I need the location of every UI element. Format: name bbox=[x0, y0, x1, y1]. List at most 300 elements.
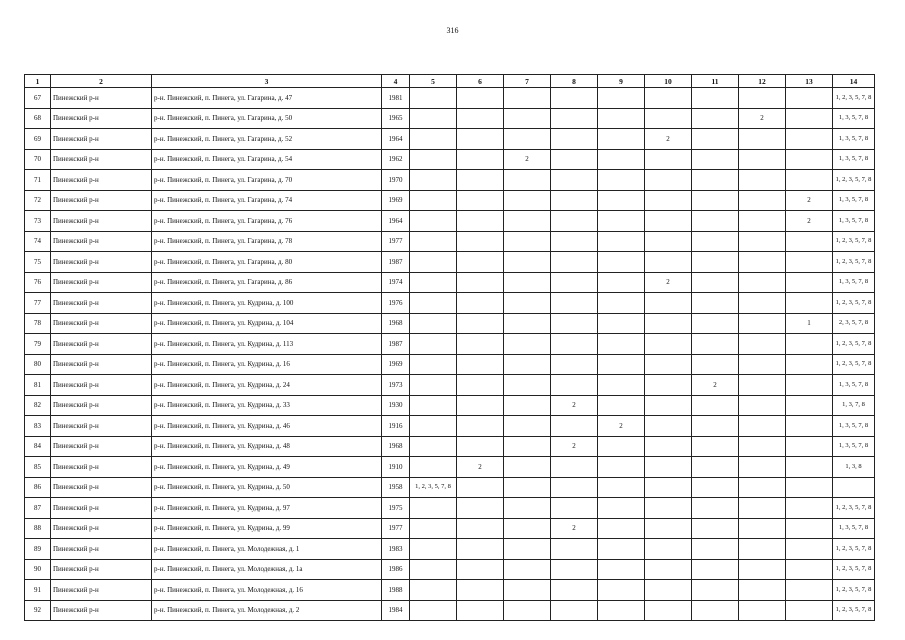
table-cell-col-14: 1, 3, 5, 7, 8 bbox=[833, 108, 875, 129]
table-cell-col-7 bbox=[504, 108, 551, 129]
table-cell-col-6 bbox=[457, 559, 504, 580]
table-cell-col-6 bbox=[457, 252, 504, 273]
table-cell-col-3: р-н. Пинежский, п. Пинега, ул. Гагарина, д. 74 bbox=[152, 190, 382, 211]
table-cell-col-11 bbox=[692, 498, 739, 519]
table-cell-col-7 bbox=[504, 272, 551, 293]
table-cell-col-6 bbox=[457, 334, 504, 355]
table-cell-col-2: Пинежский р-н bbox=[51, 313, 152, 334]
table-cell-col-4: 1977 bbox=[382, 231, 410, 252]
table-cell-col-2: Пинежский р-н bbox=[51, 272, 152, 293]
table-cell-col-9 bbox=[598, 395, 645, 416]
table-cell-col-9 bbox=[598, 272, 645, 293]
table-cell-col-1: 74 bbox=[25, 231, 51, 252]
table-cell-col-14: 1, 3, 5, 7, 8 bbox=[833, 272, 875, 293]
table-cell-col-4: 1969 bbox=[382, 190, 410, 211]
column-header-11: 11 bbox=[692, 75, 739, 88]
table-cell-col-8 bbox=[551, 498, 598, 519]
table-cell-col-8 bbox=[551, 149, 598, 170]
table-cell-col-4: 1974 bbox=[382, 272, 410, 293]
table-cell-col-8 bbox=[551, 313, 598, 334]
table-cell-col-12 bbox=[739, 498, 786, 519]
table-cell-col-10 bbox=[645, 252, 692, 273]
table-cell-col-3: р-н. Пинежский, п. Пинега, ул. Кудрина, д. 48 bbox=[152, 436, 382, 457]
table-cell-col-2: Пинежский р-н bbox=[51, 252, 152, 273]
table-cell-col-2: Пинежский р-н bbox=[51, 149, 152, 170]
table-cell-col-7 bbox=[504, 395, 551, 416]
column-header-14: 14 bbox=[833, 75, 875, 88]
table-cell-col-6 bbox=[457, 539, 504, 560]
table-cell-col-13 bbox=[786, 416, 833, 437]
table-cell-col-12 bbox=[739, 88, 786, 109]
table-cell-col-7 bbox=[504, 498, 551, 519]
table-cell-col-10 bbox=[645, 559, 692, 580]
table-cell-col-14: 1, 3, 5, 7, 8 bbox=[833, 190, 875, 211]
table-cell-col-14: 1, 2, 3, 5, 7, 8 bbox=[833, 498, 875, 519]
table-cell-col-6 bbox=[457, 436, 504, 457]
table-cell-col-4: 1981 bbox=[382, 88, 410, 109]
table-cell-col-1: 88 bbox=[25, 518, 51, 539]
table-cell-col-11 bbox=[692, 211, 739, 232]
table-cell-col-10 bbox=[645, 313, 692, 334]
table-cell-col-12 bbox=[739, 334, 786, 355]
table-cell-col-8 bbox=[551, 477, 598, 498]
table-cell-col-11 bbox=[692, 354, 739, 375]
table-cell-col-1: 82 bbox=[25, 395, 51, 416]
table-cell-col-1: 86 bbox=[25, 477, 51, 498]
table-cell-col-1: 92 bbox=[25, 600, 51, 621]
table-cell-col-2: Пинежский р-н bbox=[51, 436, 152, 457]
table-cell-col-13: 1 bbox=[786, 313, 833, 334]
table-cell-col-14: 1, 3, 7, 8 bbox=[833, 395, 875, 416]
table-cell-col-10 bbox=[645, 293, 692, 314]
table-cell-col-4: 1969 bbox=[382, 354, 410, 375]
table-cell-col-1: 77 bbox=[25, 293, 51, 314]
table-cell-col-5 bbox=[410, 354, 457, 375]
table-cell-col-1: 76 bbox=[25, 272, 51, 293]
table-cell-col-11 bbox=[692, 190, 739, 211]
table-cell-col-2: Пинежский р-н bbox=[51, 293, 152, 314]
table-cell-col-4: 1962 bbox=[382, 149, 410, 170]
table-cell-col-10 bbox=[645, 518, 692, 539]
table-cell-col-3: р-н. Пинежский, п. Пинега, ул. Молодежная, д. 16 bbox=[152, 580, 382, 601]
table-cell-col-13 bbox=[786, 170, 833, 191]
table-cell-col-1: 73 bbox=[25, 211, 51, 232]
table-cell-col-8 bbox=[551, 170, 598, 191]
table-cell-col-11 bbox=[692, 129, 739, 150]
table-cell-col-4: 1964 bbox=[382, 211, 410, 232]
table-cell-col-1: 90 bbox=[25, 559, 51, 580]
table-cell-col-2: Пинежский р-н bbox=[51, 580, 152, 601]
table-cell-col-4: 1986 bbox=[382, 559, 410, 580]
table-cell-col-3: р-н. Пинежский, п. Пинега, ул. Гагарина, д. 76 bbox=[152, 211, 382, 232]
table-cell-col-9: 2 bbox=[598, 416, 645, 437]
table-cell-col-12 bbox=[739, 436, 786, 457]
table-cell-col-12 bbox=[739, 231, 786, 252]
table-cell-col-4: 1916 bbox=[382, 416, 410, 437]
table-cell-col-2: Пинежский р-н bbox=[51, 170, 152, 191]
table-cell-col-10 bbox=[645, 539, 692, 560]
table-row bbox=[25, 334, 875, 355]
table-cell-col-6 bbox=[457, 129, 504, 150]
table-cell-col-9 bbox=[598, 457, 645, 478]
table-cell-col-2: Пинежский р-н bbox=[51, 416, 152, 437]
table-cell-col-11 bbox=[692, 252, 739, 273]
table-row bbox=[25, 580, 875, 601]
table-cell-col-1: 85 bbox=[25, 457, 51, 478]
table-row bbox=[25, 252, 875, 273]
table-cell-col-14: 1, 2, 3, 5, 7, 8 bbox=[833, 252, 875, 273]
table-row bbox=[25, 129, 875, 150]
table-cell-col-6 bbox=[457, 231, 504, 252]
table-row bbox=[25, 293, 875, 314]
table-cell-col-8 bbox=[551, 231, 598, 252]
table-cell-col-8 bbox=[551, 539, 598, 560]
table-cell-col-8: 2 bbox=[551, 436, 598, 457]
table-cell-col-7 bbox=[504, 334, 551, 355]
table-cell-col-5 bbox=[410, 170, 457, 191]
table-cell-col-1: 75 bbox=[25, 252, 51, 273]
table-cell-col-2: Пинежский р-н bbox=[51, 334, 152, 355]
table-cell-col-5 bbox=[410, 580, 457, 601]
table-cell-col-9 bbox=[598, 129, 645, 150]
table-cell-col-12 bbox=[739, 375, 786, 396]
table-cell-col-6 bbox=[457, 375, 504, 396]
table-cell-col-14: 1, 2, 3, 5, 7, 8 bbox=[833, 293, 875, 314]
table-cell-col-3: р-н. Пинежский, п. Пинега, ул. Гагарина, д. 78 bbox=[152, 231, 382, 252]
table-cell-col-12 bbox=[739, 190, 786, 211]
table-cell-col-12 bbox=[739, 149, 786, 170]
table-cell-col-14: 1, 3, 5, 7, 8 bbox=[833, 211, 875, 232]
table-cell-col-3: р-н. Пинежский, п. Пинега, ул. Гагарина, д. 47 bbox=[152, 88, 382, 109]
table-cell-col-1: 81 bbox=[25, 375, 51, 396]
table-cell-col-10 bbox=[645, 580, 692, 601]
table-cell-col-3: р-н. Пинежский, п. Пинега, ул. Кудрина, д. 100 bbox=[152, 293, 382, 314]
table-cell-col-5 bbox=[410, 395, 457, 416]
table-cell-col-9 bbox=[598, 477, 645, 498]
table-cell-col-12 bbox=[739, 518, 786, 539]
table-row bbox=[25, 498, 875, 519]
table-cell-col-4: 1977 bbox=[382, 518, 410, 539]
table-cell-col-14: 1, 3, 5, 7, 8 bbox=[833, 436, 875, 457]
table-row bbox=[25, 88, 875, 109]
table-cell-col-6 bbox=[457, 149, 504, 170]
table-cell-col-14: 1, 3, 8 bbox=[833, 457, 875, 478]
table-row bbox=[25, 436, 875, 457]
table-cell-col-5 bbox=[410, 518, 457, 539]
table-cell-col-5 bbox=[410, 129, 457, 150]
table-cell-col-8 bbox=[551, 252, 598, 273]
table-cell-col-13 bbox=[786, 149, 833, 170]
table-cell-col-9 bbox=[598, 231, 645, 252]
table-cell-col-2: Пинежский р-н bbox=[51, 539, 152, 560]
table-cell-col-5 bbox=[410, 539, 457, 560]
table-cell-col-6 bbox=[457, 477, 504, 498]
table-cell-col-7 bbox=[504, 293, 551, 314]
table-cell-col-12 bbox=[739, 395, 786, 416]
table-cell-col-6 bbox=[457, 580, 504, 601]
table-cell-col-2: Пинежский р-н bbox=[51, 375, 152, 396]
table-cell-col-9 bbox=[598, 436, 645, 457]
table-cell-col-14: 1, 3, 5, 7, 8 bbox=[833, 149, 875, 170]
table-row bbox=[25, 313, 875, 334]
table-cell-col-10: 2 bbox=[645, 129, 692, 150]
table-row bbox=[25, 477, 875, 498]
table-cell-col-7 bbox=[504, 170, 551, 191]
table-cell-col-4: 1987 bbox=[382, 334, 410, 355]
table-row bbox=[25, 539, 875, 560]
table-cell-col-6 bbox=[457, 600, 504, 621]
table-cell-col-3: р-н. Пинежский, п. Пинега, ул. Молодежная, д. 1 bbox=[152, 539, 382, 560]
table-cell-col-8 bbox=[551, 375, 598, 396]
table-cell-col-8 bbox=[551, 600, 598, 621]
table-cell-col-1: 84 bbox=[25, 436, 51, 457]
table-cell-col-4: 1976 bbox=[382, 293, 410, 314]
table-cell-col-3: р-н. Пинежский, п. Пинега, ул. Гагарина, д. 80 bbox=[152, 252, 382, 273]
column-header-2: 2 bbox=[51, 75, 152, 88]
table-cell-col-1: 91 bbox=[25, 580, 51, 601]
table-cell-col-12 bbox=[739, 211, 786, 232]
table-cell-col-8 bbox=[551, 190, 598, 211]
table-cell-col-12 bbox=[739, 293, 786, 314]
table-cell-col-5 bbox=[410, 375, 457, 396]
table-cell-col-11 bbox=[692, 272, 739, 293]
table-cell-col-5 bbox=[410, 600, 457, 621]
table-cell-col-11 bbox=[692, 457, 739, 478]
table-cell-col-9 bbox=[598, 252, 645, 273]
table-cell-col-10 bbox=[645, 231, 692, 252]
table-cell-col-6 bbox=[457, 395, 504, 416]
table-cell-col-14: 1, 2, 3, 5, 7, 8 bbox=[833, 170, 875, 191]
table-cell-col-14: 1, 2, 3, 5, 7, 8 bbox=[833, 559, 875, 580]
table-cell-col-10 bbox=[645, 416, 692, 437]
table-cell-col-12 bbox=[739, 170, 786, 191]
table-row bbox=[25, 375, 875, 396]
table-cell-col-12 bbox=[739, 416, 786, 437]
table-cell-col-3: р-н. Пинежский, п. Пинега, ул. Кудрина, д. 49 bbox=[152, 457, 382, 478]
table-cell-col-3: р-н. Пинежский, п. Пинега, ул. Молодежная, д. 2 bbox=[152, 600, 382, 621]
column-header-13: 13 bbox=[786, 75, 833, 88]
table-cell-col-5 bbox=[410, 211, 457, 232]
table-cell-col-2: Пинежский р-н bbox=[51, 231, 152, 252]
table-cell-col-7 bbox=[504, 518, 551, 539]
table-cell-col-9 bbox=[598, 170, 645, 191]
table-cell-col-14: 1, 2, 3, 5, 7, 8 bbox=[833, 539, 875, 560]
table-cell-col-2: Пинежский р-н bbox=[51, 395, 152, 416]
table-cell-col-11 bbox=[692, 334, 739, 355]
table-cell-col-13 bbox=[786, 539, 833, 560]
table-cell-col-3: р-н. Пинежский, п. Пинега, ул. Кудрина, д. 24 bbox=[152, 375, 382, 396]
table-cell-col-8 bbox=[551, 272, 598, 293]
table-cell-col-11 bbox=[692, 149, 739, 170]
table-cell-col-1: 67 bbox=[25, 88, 51, 109]
table-cell-col-11 bbox=[692, 293, 739, 314]
table-cell-col-4: 1958 bbox=[382, 477, 410, 498]
table-cell-col-10 bbox=[645, 436, 692, 457]
table-cell-col-5: 1, 2, 3, 5, 7, 8 bbox=[410, 477, 457, 498]
table-cell-col-13 bbox=[786, 477, 833, 498]
table-cell-col-3: р-н. Пинежский, п. Пинега, ул. Кудрина, д. 50 bbox=[152, 477, 382, 498]
table-cell-col-8 bbox=[551, 293, 598, 314]
table-row bbox=[25, 457, 875, 478]
table-cell-col-5 bbox=[410, 88, 457, 109]
table-cell-col-13 bbox=[786, 498, 833, 519]
table-cell-col-12 bbox=[739, 129, 786, 150]
table-cell-col-6 bbox=[457, 416, 504, 437]
table-row bbox=[25, 231, 875, 252]
table-cell-col-12 bbox=[739, 539, 786, 560]
table-cell-col-11 bbox=[692, 416, 739, 437]
table-cell-col-13: 2 bbox=[786, 190, 833, 211]
table-cell-col-14: 1, 3, 5, 7, 8 bbox=[833, 518, 875, 539]
table-cell-col-4: 1968 bbox=[382, 313, 410, 334]
table-cell-col-11 bbox=[692, 313, 739, 334]
table-cell-col-3: р-н. Пинежский, п. Пинега, ул. Гагарина, д. 52 bbox=[152, 129, 382, 150]
table-cell-col-5 bbox=[410, 559, 457, 580]
table-cell-col-7 bbox=[504, 375, 551, 396]
table-cell-col-13 bbox=[786, 88, 833, 109]
table-cell-col-13 bbox=[786, 518, 833, 539]
table-cell-col-7 bbox=[504, 190, 551, 211]
table-cell-col-10 bbox=[645, 88, 692, 109]
table-cell-col-11 bbox=[692, 231, 739, 252]
table-cell-col-4: 1973 bbox=[382, 375, 410, 396]
table-cell-col-7 bbox=[504, 211, 551, 232]
table-cell-col-9 bbox=[598, 190, 645, 211]
table-cell-col-6 bbox=[457, 313, 504, 334]
table-cell-col-9 bbox=[598, 88, 645, 109]
table-cell-col-13 bbox=[786, 375, 833, 396]
table-row bbox=[25, 518, 875, 539]
table-cell-col-3: р-н. Пинежский, п. Пинега, ул. Гагарина, д. 86 bbox=[152, 272, 382, 293]
table-cell-col-13 bbox=[786, 334, 833, 355]
table-cell-col-8 bbox=[551, 354, 598, 375]
column-header-4: 4 bbox=[382, 75, 410, 88]
table-cell-col-11 bbox=[692, 395, 739, 416]
table-cell-col-4: 1987 bbox=[382, 252, 410, 273]
table-cell-col-1: 83 bbox=[25, 416, 51, 437]
table-cell-col-1: 70 bbox=[25, 149, 51, 170]
table-cell-col-14: 1, 3, 5, 7, 8 bbox=[833, 375, 875, 396]
table-cell-col-1: 79 bbox=[25, 334, 51, 355]
table-cell-col-9 bbox=[598, 580, 645, 601]
table-cell-col-3: р-н. Пинежский, п. Пинега, ул. Молодежная, д. 1а bbox=[152, 559, 382, 580]
table-cell-col-6 bbox=[457, 272, 504, 293]
table-cell-col-7 bbox=[504, 354, 551, 375]
table-cell-col-8 bbox=[551, 334, 598, 355]
table-cell-col-13 bbox=[786, 293, 833, 314]
table-cell-col-9 bbox=[598, 108, 645, 129]
table-cell-col-9 bbox=[598, 498, 645, 519]
table-cell-col-14: 1, 3, 5, 7, 8 bbox=[833, 129, 875, 150]
table-cell-col-13 bbox=[786, 436, 833, 457]
table-cell-col-4: 1983 bbox=[382, 539, 410, 560]
table-cell-col-2: Пинежский р-н bbox=[51, 88, 152, 109]
table-cell-col-4: 1965 bbox=[382, 108, 410, 129]
table-cell-col-2: Пинежский р-н bbox=[51, 129, 152, 150]
table-cell-col-7 bbox=[504, 231, 551, 252]
table-cell-col-9 bbox=[598, 559, 645, 580]
table-cell-col-6 bbox=[457, 293, 504, 314]
table-cell-col-4: 1970 bbox=[382, 170, 410, 191]
table-row bbox=[25, 395, 875, 416]
table-cell-col-11: 2 bbox=[692, 375, 739, 396]
table-cell-col-14: 1, 2, 3, 5, 7, 8 bbox=[833, 580, 875, 601]
table-cell-col-11 bbox=[692, 518, 739, 539]
table-cell-col-6: 2 bbox=[457, 457, 504, 478]
table-cell-col-10 bbox=[645, 600, 692, 621]
table-row bbox=[25, 190, 875, 211]
table-cell-col-6 bbox=[457, 211, 504, 232]
table-row bbox=[25, 272, 875, 293]
table-cell-col-7 bbox=[504, 436, 551, 457]
table-cell-col-4: 1975 bbox=[382, 498, 410, 519]
table-cell-col-13 bbox=[786, 354, 833, 375]
table-cell-col-2: Пинежский р-н bbox=[51, 457, 152, 478]
table-cell-col-10 bbox=[645, 477, 692, 498]
table-cell-col-3: р-н. Пинежский, п. Пинега, ул. Кудрина, д. 113 bbox=[152, 334, 382, 355]
table-row bbox=[25, 559, 875, 580]
table-cell-col-5 bbox=[410, 436, 457, 457]
table-cell-col-7 bbox=[504, 313, 551, 334]
table-cell-col-13 bbox=[786, 395, 833, 416]
table-row bbox=[25, 149, 875, 170]
column-header-10: 10 bbox=[645, 75, 692, 88]
table-cell-col-3: р-н. Пинежский, п. Пинега, ул. Кудрина, д. 46 bbox=[152, 416, 382, 437]
table-cell-col-11 bbox=[692, 436, 739, 457]
table-cell-col-5 bbox=[410, 108, 457, 129]
table-cell-col-13 bbox=[786, 108, 833, 129]
column-header-5: 5 bbox=[410, 75, 457, 88]
table-body bbox=[25, 88, 875, 621]
table-cell-col-1: 80 bbox=[25, 354, 51, 375]
table-cell-col-13 bbox=[786, 580, 833, 601]
table-cell-col-4: 1984 bbox=[382, 600, 410, 621]
table-cell-col-9 bbox=[598, 334, 645, 355]
table-cell-col-13 bbox=[786, 252, 833, 273]
table-cell-col-7 bbox=[504, 539, 551, 560]
table-row bbox=[25, 108, 875, 129]
column-header-9: 9 bbox=[598, 75, 645, 88]
table-cell-col-12 bbox=[739, 457, 786, 478]
column-header-12: 12 bbox=[739, 75, 786, 88]
table-cell-col-11 bbox=[692, 108, 739, 129]
table-cell-col-7 bbox=[504, 477, 551, 498]
table-cell-col-9 bbox=[598, 600, 645, 621]
table-cell-col-8 bbox=[551, 416, 598, 437]
table-cell-col-11 bbox=[692, 170, 739, 191]
table-cell-col-5 bbox=[410, 272, 457, 293]
table-cell-col-11 bbox=[692, 559, 739, 580]
table-cell-col-9 bbox=[598, 149, 645, 170]
table-cell-col-5 bbox=[410, 149, 457, 170]
table-cell-col-12 bbox=[739, 477, 786, 498]
table-cell-col-12: 2 bbox=[739, 108, 786, 129]
table-cell-col-7 bbox=[504, 252, 551, 273]
table-cell-col-10 bbox=[645, 149, 692, 170]
register-table bbox=[24, 74, 875, 621]
table-cell-col-10 bbox=[645, 211, 692, 232]
table-cell-col-7 bbox=[504, 129, 551, 150]
table-cell-col-8 bbox=[551, 457, 598, 478]
table-cell-col-11 bbox=[692, 477, 739, 498]
table-cell-col-5 bbox=[410, 293, 457, 314]
table-cell-col-3: р-н. Пинежский, п. Пинега, ул. Кудрина, д. 99 bbox=[152, 518, 382, 539]
table-cell-col-7 bbox=[504, 457, 551, 478]
table-cell-col-11 bbox=[692, 580, 739, 601]
table-cell-col-8 bbox=[551, 580, 598, 601]
table-cell-col-3: р-н. Пинежский, п. Пинега, ул. Кудрина, д. 33 bbox=[152, 395, 382, 416]
table-cell-col-4: 1910 bbox=[382, 457, 410, 478]
